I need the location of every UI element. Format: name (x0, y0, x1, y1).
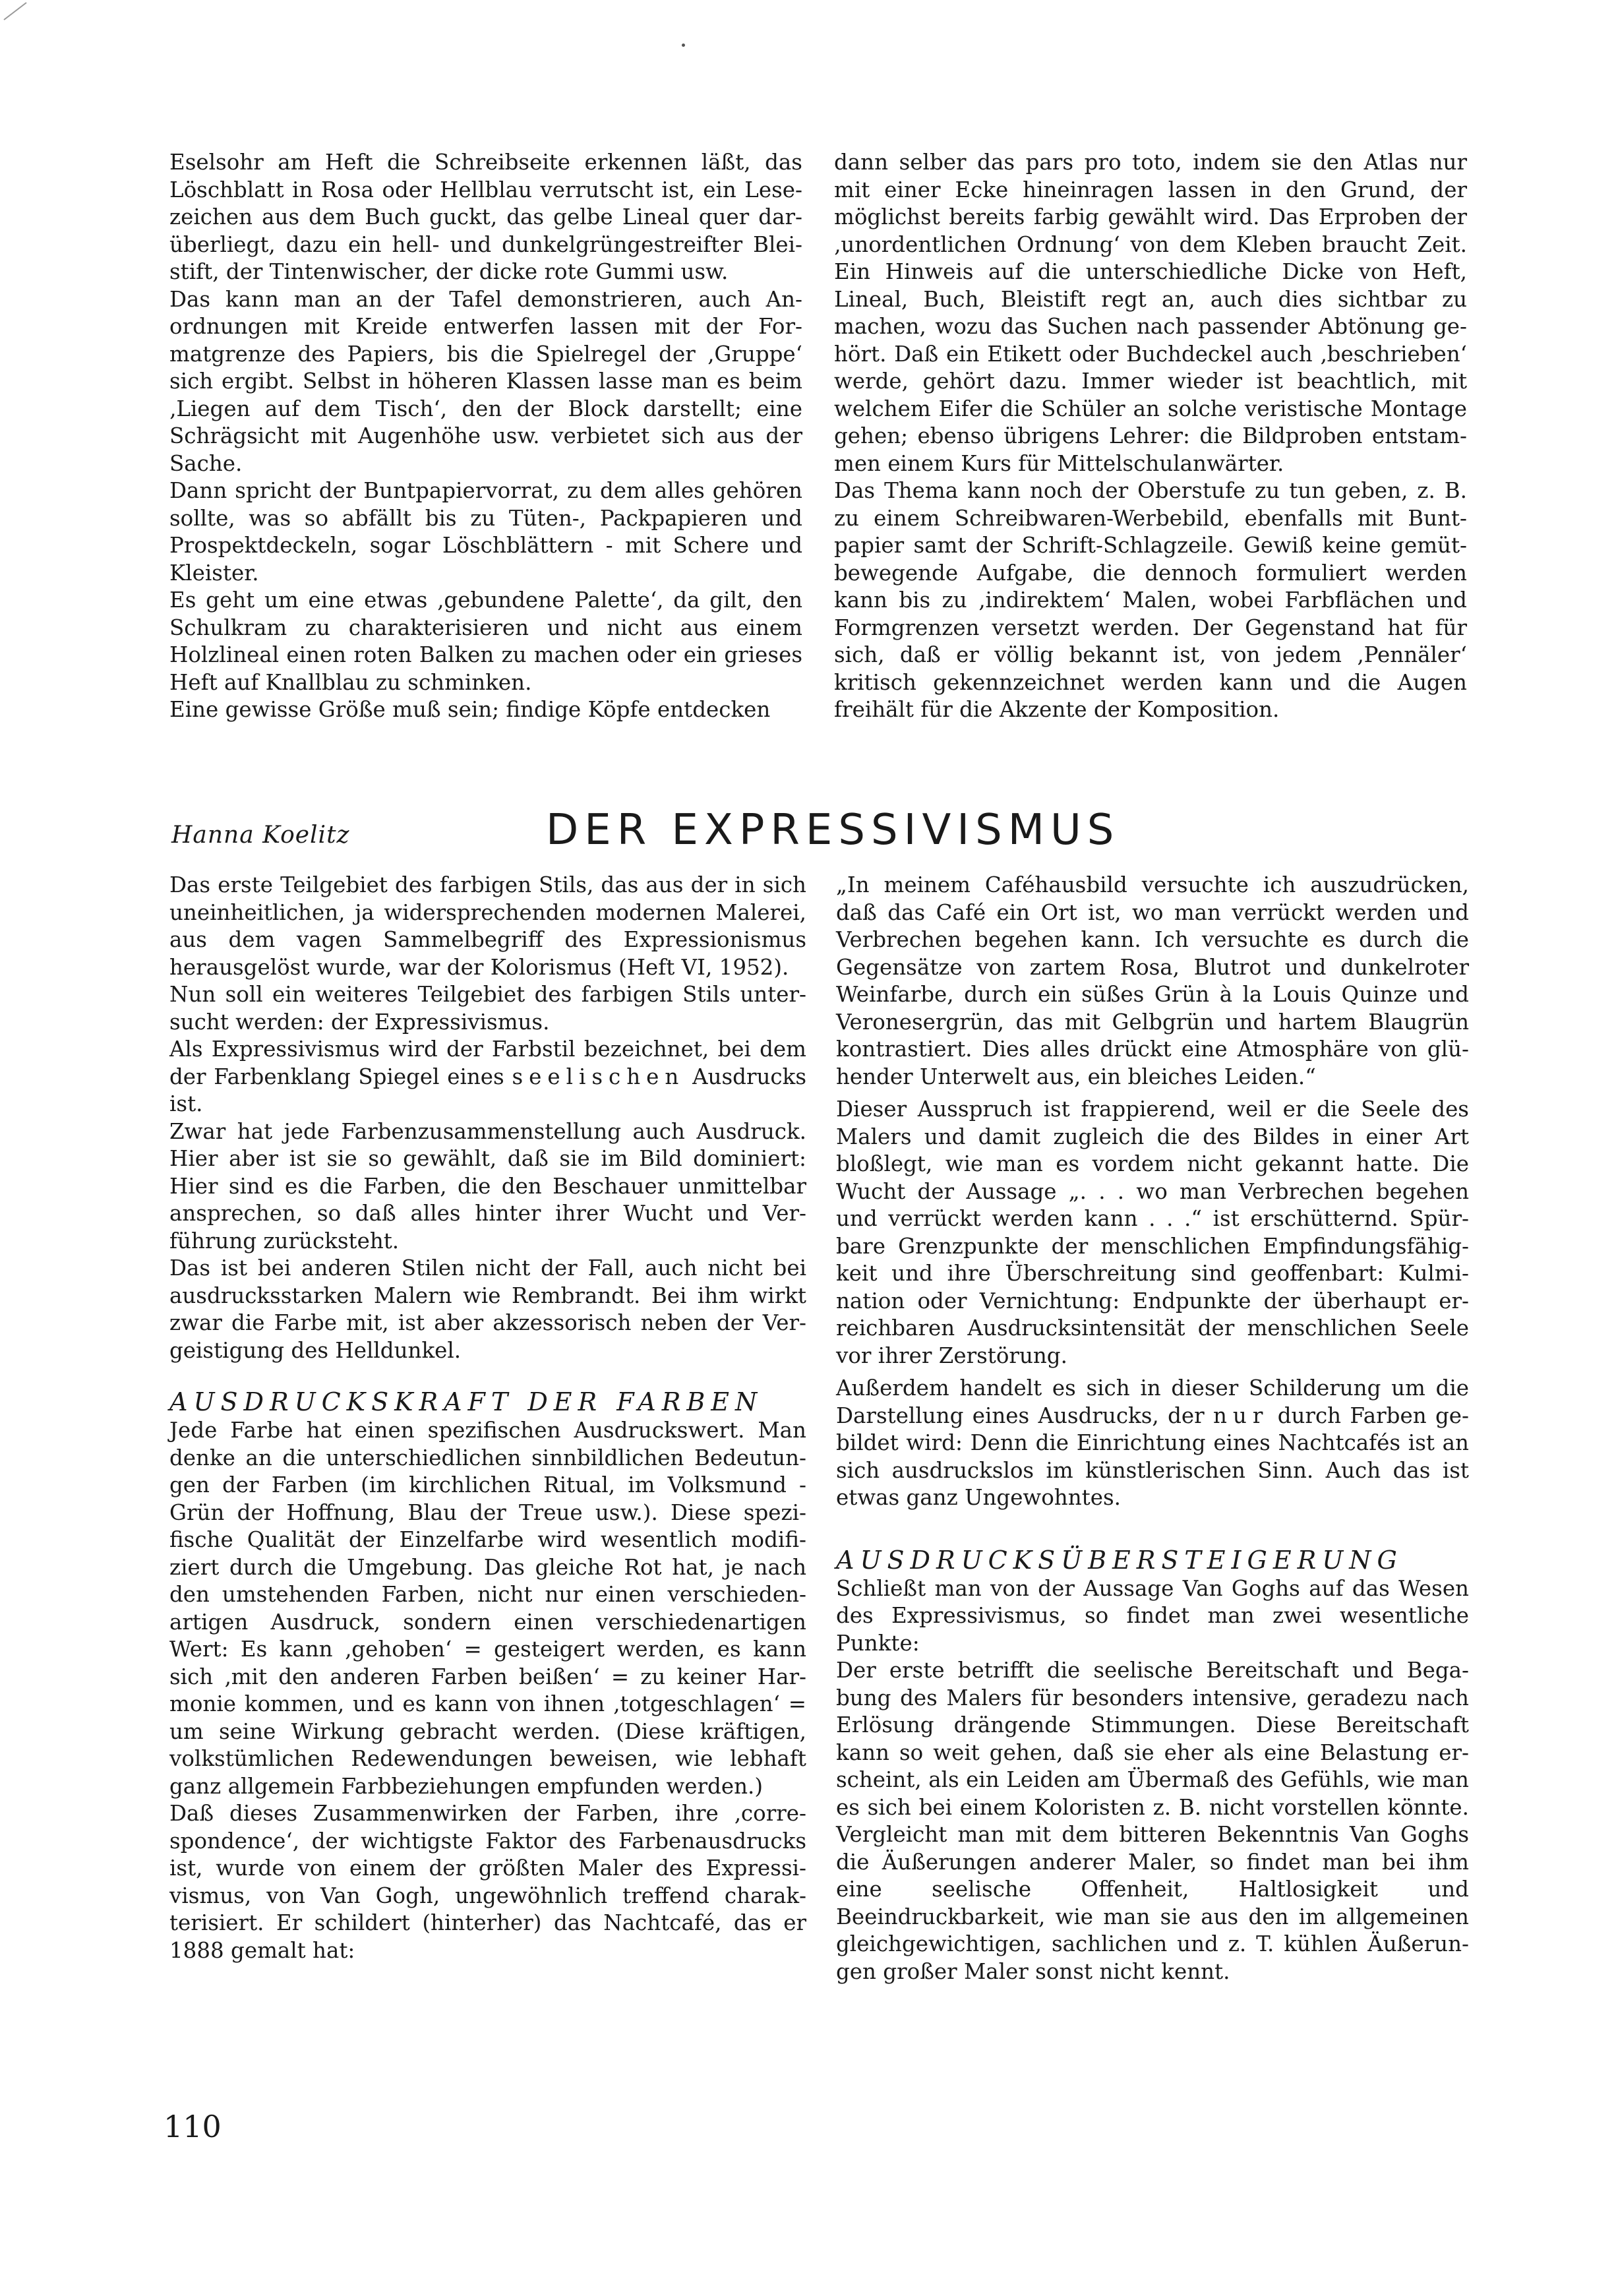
paragraph: Das kann man an der Tafel demonstrieren, auch Anordnungen mit Kreide entwerfen lassen mit der Formatgrenze des Papiers, bis die Spielregel der ‚Gruppe‘ sich ergibt. Selbst in höheren Klassen lasse man es beim ‚Liegen auf dem Tisch‘, den der Block darstellt; eine Schrägsicht mit Augenhöhe usw. verbietet sich aus der Sache. (169, 286, 802, 476)
paragraph (169, 1036, 806, 1118)
corner-scratch-mark (0, 0, 40, 26)
speck-mark (682, 44, 685, 47)
paragraph: Daß dieses Zusammenwirken der Farben, ihre ‚correspondence‘, der wichtigste Faktor des Farbenausdrucks ist, wurde von einem der größten Maler des Expressivismus, von Van Gogh, ungewöhnlich treffend charakterisiert. Er schildert (hinterher) das Nachtcafé, das er 1888 gemalt hat: (169, 1801, 806, 1963)
paragraph: Das erste Teilgebiet des farbigen Stils, das aus der in sich uneinheitlichen, ja widersprechenden modernen Malerei, aus dem vagen Sammelbegriff des Expressionismus herausgelöst wurde, war der Kolorismus (Heft VI, 1952). (169, 872, 806, 980)
paragraph: Es geht um eine etwas ‚gebundene Palette‘, da gilt, den Schulkram zu charakterisieren und nicht aus einem Holzlineal einen roten Balken zu machen oder ein grieses Heft auf Knallblau zu schminken. (169, 588, 802, 695)
paragraph: dann selber das pars pro toto, indem sie den Atlas nur mit einer Ecke hineinragen lassen in den Grund, der möglichst bereits farbig gewählt wird. Das Erproben der ‚unordentlichen Ordnung‘ von dem Kleben braucht Zeit. Ein Hinweis auf die unterschiedliche Dicke von Heft, Lineal, Buch, Bleistift regt an, auch dies sichtbar zu machen, wozu das Suchen nach passender Abtönung gehört. Daß ein Etikett oder Buchdeckel auch ‚beschrieben‘ werde, gehört dazu. Immer wieder ist beachtlich, mit welchem Eifer die Schüler an solche veristische Montage gehen; ebenso übrigens Lehrer: die Bildproben entstammen einem Kurs für Mittelschulanwärter. (834, 150, 1467, 476)
article-left-column (169, 872, 806, 1964)
section-heading: AUSDRUCKSKRAFT DER FARBEN (169, 1387, 763, 1416)
text-run: Außerdem handelt es sich in dieser Schilderung um die Darstellung eines Ausdrucks, der (836, 1375, 1469, 1428)
article-right-column (836, 872, 1469, 1985)
top-left-column (169, 149, 802, 724)
paragraph: Dann spricht der Buntpapiervorrat, zu dem alles gehören sollte, was so abfällt bis zu Tüten-, Packpapieren und Prospektdeckeln, sogar Löschblättern - mit Schere und Kleister. (169, 478, 802, 586)
page-number: 110 (164, 2109, 222, 2144)
paragraph: Dieser Ausspruch ist frappierend, weil er die Seele des Malers und damit zugleich die des Bildes in einer Art bloßlegt, wie man es vordem nicht gekannt hatte. Die Wucht der Aussage „. . . wo man Verbrechen begehen und verrückt werden kann . . .“ ist erschütternd. Spürbare Grenzpunkte der menschlichen Empfindungsfähigkeit und ihre Überschreitung sind geoffenbart: Kulmination oder Vernichtung: Endpunkte der überhaupt erreichbaren Ausdrucksintensität der menschlichen Seele vor ihrer Zerstörung. (836, 1097, 1469, 1368)
article-title: DER EXPRESSIVISMUS (546, 806, 1120, 855)
paragraph: Eine gewisse Größe muß sein; findige Köpfe entdecken (169, 697, 771, 722)
paragraph: Der erste betrifft die seelische Bereitschaft und Begabung des Malers für besonders intensive, geradezu nach Erlösung drängende Stimmungen. Diese Bereitschaft kann so weit gehen, daß sie eher als eine Belastung erscheint, als ein Leiden am Übermaß des Gefühls, wie man es sich bei einem Koloristen z. B. nicht vorstellen könnte. Vergleicht man mit dem bitteren Bekenntnis Van Goghs die Äußerungen anderer Maler, so findet man bei ihm eine seelische Offenheit, Haltlosigkeit und Beeindruckbarkeit, wie man sie aus den im allgemeinen gleichgewichtigen, sachlichen und z. T. kühlen Äußerungen großer Maler sonst nicht kennt. (836, 1658, 1469, 1984)
paragraph: Das ist bei anderen Stilen nicht der Fall, auch nicht bei ausdrucksstarken Malern wie Rembrandt. Bei ihm wirkt zwar die Farbe mit, ist aber akzessorisch neben der Vergeistigung des Helldunkel. (169, 1255, 806, 1363)
text-run: Ausdrucks ist. (169, 1064, 806, 1116)
paragraph: Eselsohr am Heft die Schreibseite erkennen läßt, das Löschblatt in Rosa oder Hellblau verrutscht ist, ein Lesezeichen aus dem Buch guckt, das gelbe Lineal quer darüberliegt, dazu ein hell- und dunkelgrüngestreifter Bleistift, der Tintenwischer, der dicke rote Gummi usw. (169, 150, 802, 284)
paragraph: Zwar hat jede Farbenzusammenstellung auch Ausdruck. Hier aber ist sie so gewählt, daß sie im Bild dominiert: Hier sind es die Farben, die den Beschauer unmittelbar ansprechen, so daß alles hinter ihrer Wucht und Verführung zurücksteht. (169, 1118, 806, 1254)
paragraph: Nun soll ein weiteres Teilgebiet des farbigen Stils untersucht werden: der Expressivismus. (169, 982, 806, 1035)
top-right-column (834, 149, 1467, 724)
quote-paragraph: „In meinem Caféhausbild versuchte ich auszudrücken, daß das Café ein Ort ist, wo man verrückt werden und Verbrechen begehen kann. Ich versuchte es durch die Gegensätze von zartem Rosa, Blutrot und dunkelroter Weinfarbe, durch ein süßes Grün à la Louis Quinze und Veronesergrün, das mit Gelbgrün und hartem Blaugrün kontrastiert. Dies alles drückt eine Atmosphäre von glühender Unterwelt aus, ein bleiches Leiden.“ (836, 872, 1469, 1089)
paragraph: Jede Farbe hat einen spezifischen Ausdruckswert. Man denke an die unterschiedlichen sinnbildlichen Bedeutungen der Farben (im kirchlichen Ritual, im Volksmund - Grün der Hoffnung, Blau der Treue usw.). Diese spezifische Qualität der Einzelfarbe wird wesentlich modifiziert durch die Umgebung. Das gleiche Rot hat, je nach den umstehenden Farben, nicht nur einen verschiedenartigen Ausdruck, sondern einen verschiedenartigen Wert: Es kann ‚gehoben‘ = gesteigert werden, es kann sich ‚mit den anderen Farben beißen‘ = zu keiner Harmonie kommen, und es kann von ihnen ‚totgeschlagen‘ = um seine Wirkung gebracht werden. (Diese kräftigen, volkstümlichen Redewendungen beweisen, wie lebhaft ganz allgemein Farbbeziehungen empfunden werden.) (169, 1418, 806, 1799)
text-run: durch Farben gebildet wird: Denn die Einrichtung eines Nachtcafés ist an sich ausdruckslos im künstlerischen Sinn. Auch das ist etwas ganz Ungewohntes. (836, 1403, 1469, 1510)
spaced-emphasis: seelischen (512, 1064, 685, 1089)
article-author: Hanna Koelitz (171, 822, 350, 849)
section-heading: AUSDRUCKSÜBERSTEIGERUNG (836, 1545, 1403, 1575)
paragraph: Schließt man von der Aussage Van Goghs auf das Wesen des Expressivismus, so findet man zwei wesentliche Punkte: (836, 1575, 1469, 1656)
paragraph: Das Thema kann noch der Oberstufe zu tun geben, z. B. zu einem Schreibwaren-Werbebild, ebenfalls mit Buntpapier samt der Schrift-Schlagzeile. Gewiß keine gemütbewegende Aufgabe, die dennoch formuliert werden kann bis zu ‚indirektem‘ Malen, wobei Farbflächen und Formgrenzen versetzt werden. Der Gegenstand hat für sich, daß er völlig bekannt ist, von jedem ‚Pennäler‘ kritisch gekennzeichnet werden kann und die Augen freihält für die Akzente der Komposition. (834, 478, 1467, 722)
paragraph (836, 1375, 1469, 1512)
text-run: Als Expressivismus wird der Farbstil bezeichnet, bei dem der Farbenklang Spiegel eines (169, 1037, 806, 1089)
spaced-emphasis: nur (1212, 1403, 1269, 1428)
